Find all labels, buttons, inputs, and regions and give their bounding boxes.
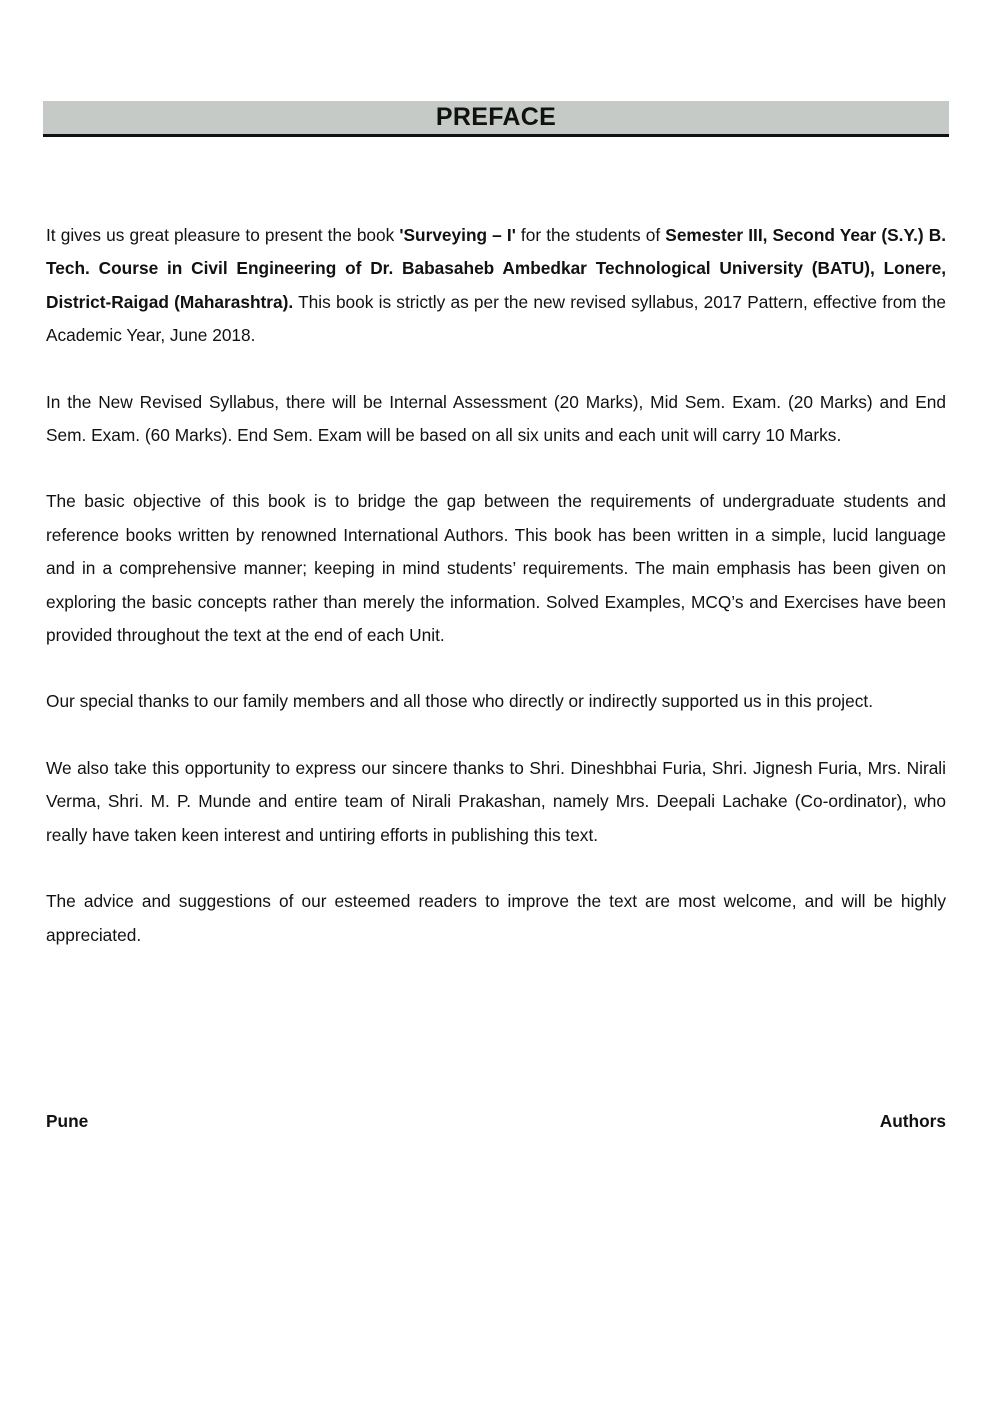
preface-paragraph <box>46 485 946 652</box>
preface-paragraph <box>46 752 946 852</box>
text-run: The advice and suggestions of our esteemed readers to improve the text are most welcome, and will be highly appreciated. <box>46 891 946 945</box>
preface-paragraph <box>46 386 946 453</box>
bold-text-run: 'Surveying – I' <box>399 225 516 245</box>
signoff-authors: Authors <box>879 1111 946 1131</box>
preface-paragraph <box>46 685 946 718</box>
preface-paragraph <box>46 219 946 353</box>
text-run: The basic objective of this book is to bridge the gap between the requirements of undergraduate students and reference books written by renowned International Authors. This book has been written in a simple, lucid language and in a comprehensive manner; keeping in mind students’ requirements. The main emphasis has been given on exploring the basic concepts rather than merely the information. Solved Examples, MCQ’s and Exercises have been provided throughout the text at the end of each Unit. <box>46 491 946 646</box>
preface-body <box>46 219 946 985</box>
signoff <box>46 1111 946 1132</box>
preface-paragraph <box>46 885 946 952</box>
text-run: This book is strictly as per the new revised syllabus, 2017 Pattern, effective from the Academic Year, June 2018. <box>46 291 946 346</box>
text-run: for the students of <box>515 225 666 245</box>
signoff-place: Pune <box>46 1111 89 1131</box>
text-run: Our special thanks to our family members and all those who directly or indirectly supported us in this project. <box>46 691 873 712</box>
text-run: We also take this opportunity to express our sincere thanks to Shri. Dineshbhai Furia, Shri. Jignesh Furia, Mrs. Nirali Verma, Shri. M. P. Munde and entire team of Nirali Prakashan, namely Mrs. Deepali Lachake (Co-ordinator), who really have taken keen interest and untiring efforts in publishing this text. <box>46 757 946 845</box>
bold-text-run: Semester III, Second Year (S.Y.) B. Tech. Course in Civil Engineering of Dr. Babasaheb Ambedkar Technological University (BATU), Lonere, District-Raigad (Maharashtra). <box>46 225 947 312</box>
preface-heading-bar <box>43 101 949 137</box>
text-run: In the New Revised Syllabus, there will be Internal Assessment (20 Marks), Mid Sem. Exam. (20 Marks) and End Sem. Exam. (60 Marks). End Sem. Exam will be based on all six units and each unit will carry 10 Marks. <box>46 391 946 446</box>
page-title: PREFACE <box>435 103 557 131</box>
text-run: It gives us great pleasure to present the book <box>46 225 400 245</box>
